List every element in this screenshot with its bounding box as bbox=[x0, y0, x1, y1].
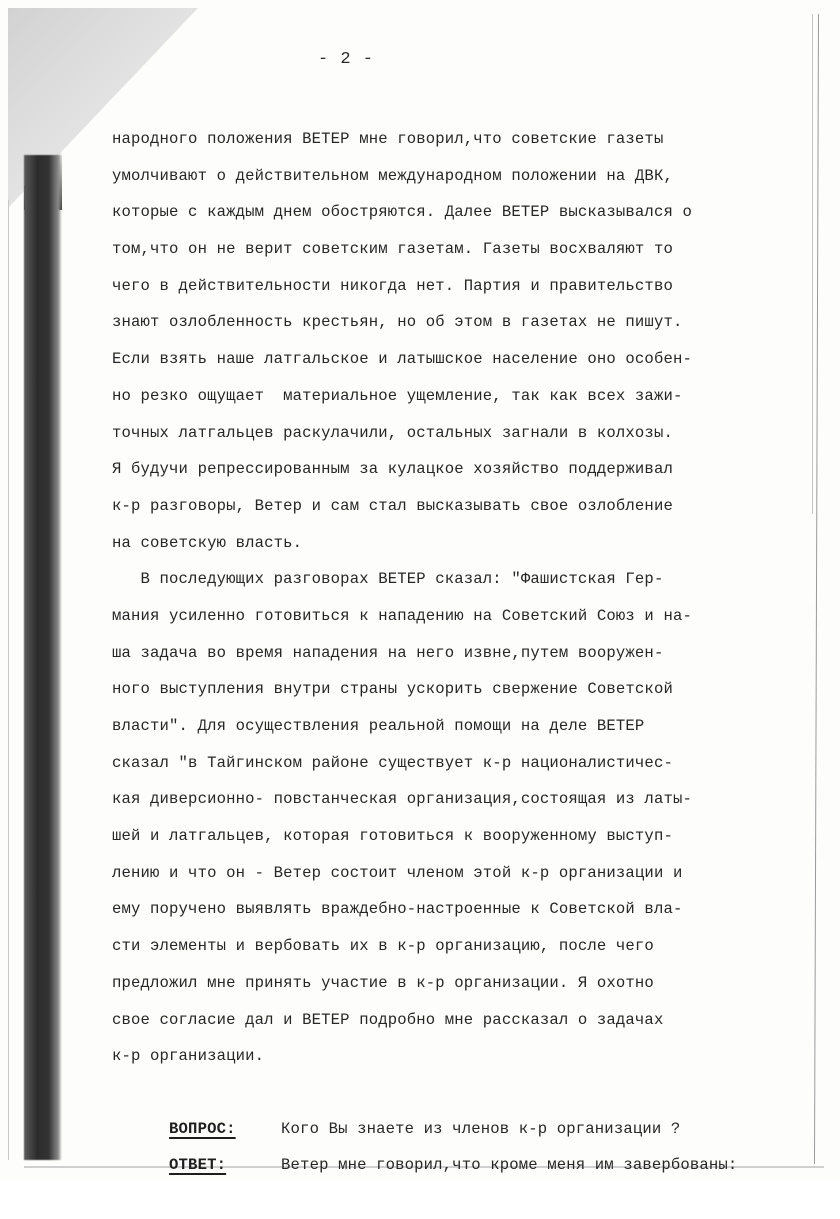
text-line: власти". Для осуществления реальной помощи на деле ВЕТЕР bbox=[112, 717, 645, 735]
page-number: - 2 - bbox=[318, 50, 375, 69]
text-line: которые с каждым днем обостряются. Далее ВЕТЕР высказывался о bbox=[112, 203, 692, 222]
text-line: кая диверсионно- повстанческая организация,состоящая из латы- bbox=[112, 790, 692, 809]
text-line: мания усиленно готовиться к нападению на Советский Союз и на- bbox=[112, 606, 692, 625]
answer-text: Ветер мне говорил,что кроме меня им завербованы: bbox=[281, 1155, 738, 1174]
binding-shadow bbox=[24, 155, 62, 1160]
page-right-edge bbox=[814, 14, 819, 1164]
text-line: том,что он не верит советским газетам. Газеты восхваляют то bbox=[112, 240, 673, 259]
text-line: сказал "в Тайгинском районе существует к-р националистичес- bbox=[112, 753, 673, 772]
text-line: на советскую власть. bbox=[112, 533, 303, 552]
text-line: ему поручено выявлять враждебно-настроенные к Советской вла- bbox=[112, 900, 683, 919]
answer-label: ОТВЕТ: bbox=[169, 1155, 227, 1174]
text-line: но резко ощущает материальное ущемление, так как всех зажи- bbox=[112, 386, 683, 405]
question-line bbox=[112, 1075, 812, 1138]
text-line: свое согласие дал и ВЕТЕР подробно мне рассказал о задачах bbox=[112, 1010, 664, 1029]
text-line: чего в действительности никогда нет. Партия и правительство bbox=[112, 276, 673, 295]
text-line: лению и что он - Ветер состоит членом этой к-р организации и bbox=[112, 863, 683, 882]
text-line: умолчивают о действительном международном положении на ДВК, bbox=[112, 166, 673, 185]
question-text: Кого Вы знаете из членов к-р организации ? bbox=[281, 1119, 681, 1138]
text-line: В последующих разговорах ВЕТЕР сказал: "Фашистская Гер- bbox=[112, 570, 664, 589]
text-line: Я будучи репрессированным за кулацкое хозяйство поддерживал bbox=[112, 460, 673, 479]
text-line: Если взять наше латгальское и латышское население оно особен- bbox=[112, 350, 692, 369]
text-line: шей и латгальцев, которая готовиться к вооруженному выступ- bbox=[112, 827, 673, 846]
text-line: ного выступления внутри страны ускорить свержение Советской bbox=[112, 680, 673, 699]
text-line: к-р организации. bbox=[112, 1047, 265, 1066]
text-line: ша задача во время нападения на него извне,путем вооружен- bbox=[112, 643, 664, 662]
text-line: предложил мне принять участие в к-р организации. Я охотно bbox=[112, 973, 654, 992]
text-line: народного положения ВЕТЕР мне говорил,что советские газеты bbox=[112, 130, 664, 148]
page-right-edge-inner bbox=[812, 14, 813, 514]
text-line: сти элементы и вербовать их в к-р организацию, после чего bbox=[112, 937, 654, 956]
text-line: к-р разговоры, Ветер и сам стал высказывать свое озлобление bbox=[112, 496, 673, 515]
text-line: знают озлобленность крестьян, но об этом в газетах не пишут. bbox=[112, 313, 683, 332]
text-line: точных латгальцев раскулачили, остальных загнали в колхозы. bbox=[112, 423, 673, 442]
typewritten-body bbox=[112, 121, 812, 1174]
page-left-edge bbox=[8, 200, 9, 1160]
question-label: ВОПРОС: bbox=[169, 1119, 236, 1138]
